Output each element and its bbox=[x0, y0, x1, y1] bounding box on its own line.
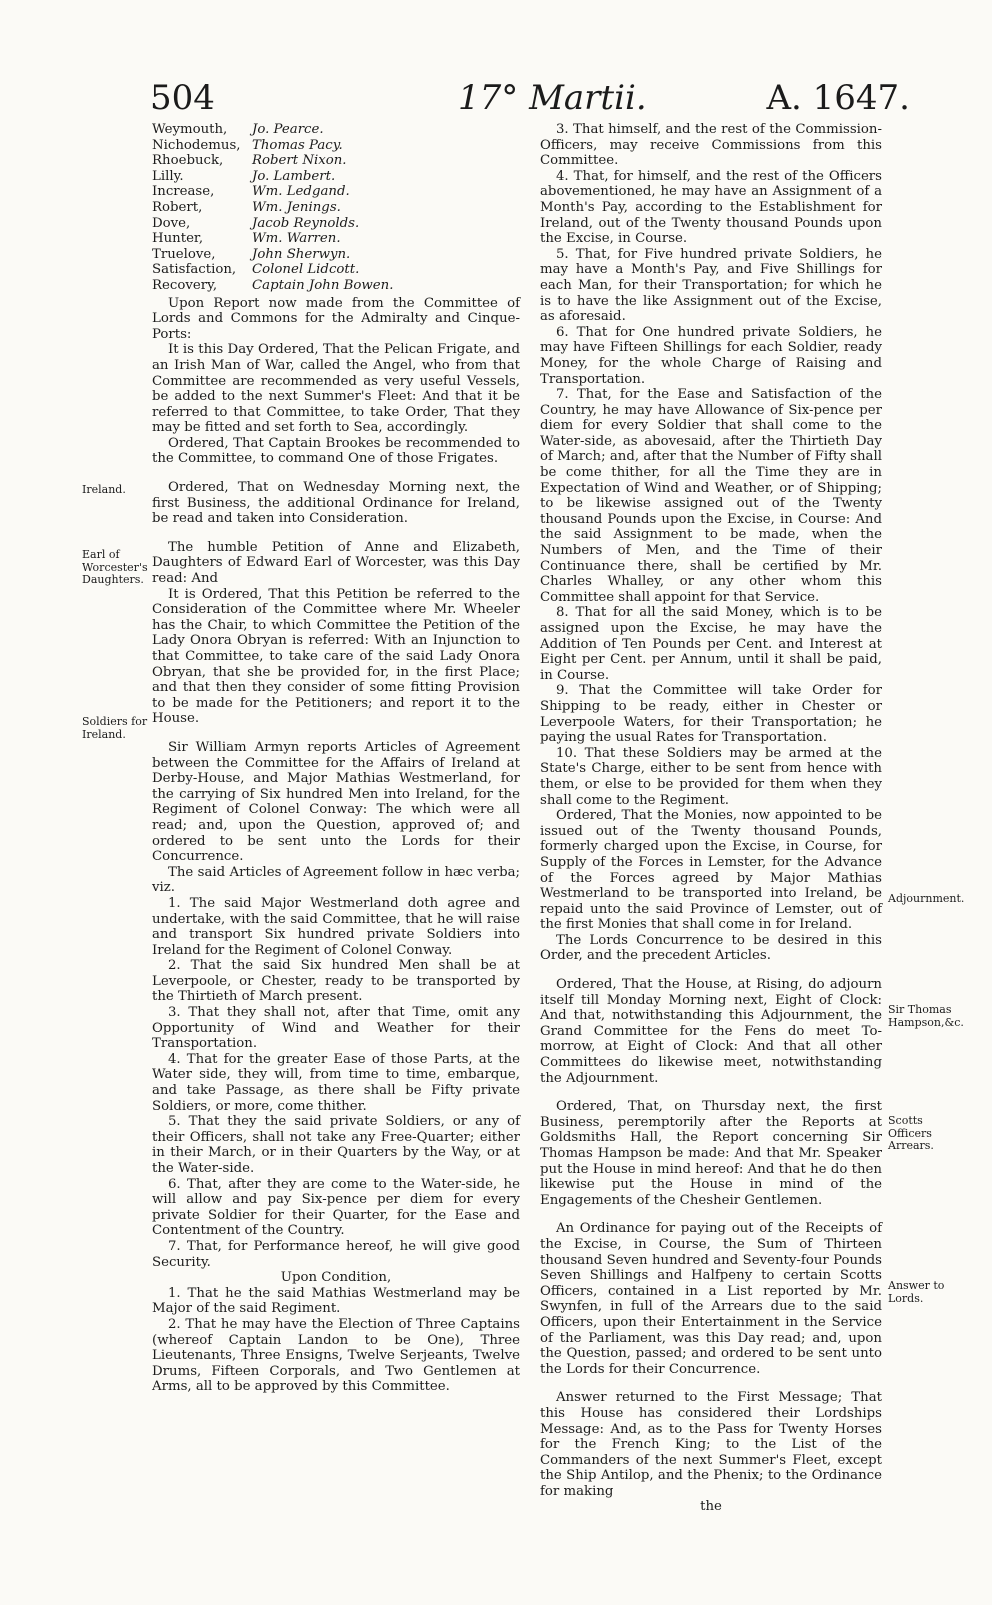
paragraph: 2. That he may have the Election of Three Captains (whereof Captain Landon to be One), Three Lieutenants, Three Ensigns, Twelve Serjeants, Twelve Drums, Fifteen Corporals, and Two Gentlemen at Arms, all to be approved by this Committee. bbox=[152, 1316, 520, 1395]
ship-row bbox=[152, 138, 520, 154]
paragraph: Ordered, That the House, at Rising, do adjourn itself till Monday Morning next, Eight of Clock: And that, notwithstanding this Adjournment, the Grand Committee for the Fens do meet To-morrow, at Eight of Clock: And that all other Committees do likewise meet, notwithstanding the Adjournment. bbox=[540, 977, 882, 1086]
margin-note-soldiers: Soldiers for Ireland. bbox=[82, 715, 148, 741]
paragraph: The humble Petition of Anne and Elizabeth, Daughters of Edward Earl of Worcester, was this Day read: And bbox=[152, 539, 520, 587]
paragraph: 1. The said Major Westmerland doth agree and undertake, with the said Committee, that he will raise and transport Six hundred private Soldiers into Ireland for the Regiment of Colonel Conway. bbox=[152, 895, 520, 958]
margin-note-hampson: Sir Thomas Hampson,&c. bbox=[888, 1003, 964, 1029]
paragraph: Ordered, That on Wednesday Morning next, the first Business, the additional Ordinance for Ireland, be read and taken into Consideration. bbox=[152, 480, 520, 527]
ship-name: Recovery, bbox=[152, 277, 218, 293]
ship-name: Hunter, bbox=[152, 231, 204, 247]
ship-row bbox=[152, 262, 520, 278]
paragraph: Upon Condition, bbox=[280, 1270, 392, 1286]
paragraph: The said Articles of Agreement follow in hæc verba; viz. bbox=[152, 864, 520, 896]
ship-name: Lilly. bbox=[152, 168, 184, 184]
paragraph: 9. That the Committee will take Order for Shipping to be ready, either in Chester or Leverpoole Waters, for their Transportation; he paying the usual Rates for Transportation. bbox=[540, 683, 882, 746]
paragraph: 5. That, for Five hundred private Soldiers, he may have a Month's Pay, and Five Shillings for each Man, for their Transportation; for which he is to have the like Assignment out of the Excise, as aforesaid. bbox=[540, 246, 882, 325]
ship-name: Robert, bbox=[152, 199, 203, 215]
margin-note-scotts: Scotts Officers Arrears. bbox=[888, 1114, 934, 1152]
ship-row bbox=[152, 169, 520, 185]
paragraph: 1. That he the said Mathias Westmerland may be Major of the said Regiment. bbox=[152, 1285, 520, 1317]
right-column bbox=[540, 122, 882, 1515]
paragraph: An Ordinance for paying out of the Receipts of the Excise, in Course, the Sum of Thirteen thousand Seven hundred and Seventy-four Pounds Seven Shillings and Halfpeny to certain Scotts Officers, contained in a List reported by Mr. Swynfen, in full of the Arrears due to the said Officers, upon their Entertainment in the Service of the Parliament, was this Day read; and, upon the Question, passed; and ordered to be sent unto the Lords for their Concurrence. bbox=[540, 1221, 882, 1377]
paragraph: 8. That for all the said Money, which is to be assigned upon the Excise, he may have the Addition of Ten Pounds per Cent. and Interest at Eight per Cent. per Annum, until it shall be paid, in Course. bbox=[540, 605, 882, 683]
paragraph: 7. That, for the Ease and Satisfaction of the Country, he may have Allowance of Six-pence per diem for every Soldier that shall come to the Water-side, as abovesaid, after the Thirtieth Day of March; and, after that the Number of Fifty shall be come thither, for all the Time they are in Expectation of Wind and Weather, or of Shipping; to be likewise assigned out of the Twenty thousand Pounds upon the Excise, in Course: And the said Assignment to be made, when the Numbers of Men, and the Time of their Continuance there, shall be certified by Mr. Charles Whalley, or any other whom this Committee shall appoint for that Service. bbox=[540, 387, 882, 605]
paragraph: Ordered, That the Monies, now appointed to be issued out of the Twenty thousand Pounds, formerly charged upon the Excise, in Course, for Supply of the Forces in Lemster, for the Advance of the Forces agreed by Major Mathias Westmerland to be transported into Ireland, be repaid unto the said Province of Lemster, out of the first Monies that shall come in for Ireland. bbox=[540, 808, 882, 933]
ship-captain: Jacob Reynolds. bbox=[252, 215, 360, 231]
ship-row bbox=[152, 231, 520, 247]
ship-captain: John Sherwyn. bbox=[252, 246, 351, 262]
paragraph: 7. That, for Performance hereof, he will give good Security. bbox=[152, 1238, 520, 1270]
ship-captain: Wm. Warren. bbox=[252, 231, 341, 247]
ship-row bbox=[152, 216, 520, 232]
ship-captain: Captain John Bowen. bbox=[252, 277, 394, 293]
paragraph: It is this Day Ordered, That the Pelican Frigate, and an Irish Man of War, called the Angel, who from that Committee are recommended as very useful Vessels, be added to the next Summer's Fleet: And that it be referred to that Committee, to take Order, That they may be fitted and set forth to Sea, accordingly. bbox=[152, 342, 520, 436]
left-paragraphs bbox=[152, 296, 520, 1395]
page-date: 17° Martii. bbox=[458, 78, 647, 118]
margin-note-earl-worcester: Earl of Worcester's Daughters. bbox=[82, 548, 148, 586]
ship-name: Rhoebuck, bbox=[152, 153, 224, 169]
margin-note-ireland: Ireland. bbox=[82, 483, 126, 496]
ship-captain: Robert Nixon. bbox=[252, 153, 347, 169]
ship-row bbox=[152, 184, 520, 200]
ship-name: Dove, bbox=[152, 215, 191, 231]
paragraph: The Lords Concurrence to be desired in this Order, and the precedent Articles. bbox=[540, 932, 882, 964]
margin-note-answer: Answer to Lords. bbox=[888, 1279, 945, 1305]
ship-name: Weymouth, bbox=[152, 122, 228, 137]
ship-row bbox=[152, 153, 520, 169]
paragraph: 5. That they the said private Soldiers, or any of their Officers, shall not take any Free-Quarter; either in their March, or in their Quarters by the Way, or at the Water-side. bbox=[152, 1114, 520, 1176]
paragraph: Sir William Armyn reports Articles of Agreement between the Committee for the Affairs of Ireland at Derby-House, and Major Mathias Westmerland, for the carrying of Six hundred Men into Ireland, for the Regiment of Colonel Conway: The which were all read; and, upon the Question, approved of; and ordered to be sent unto the Lords for their Concurrence. bbox=[152, 739, 520, 865]
ship-name: Increase, bbox=[152, 184, 215, 200]
paragraph: It is Ordered, That this Petition be referred to the Consideration of the Committee where Mr. Wheeler has the Chair, to which Committee the Petition of the Lady Onora Obryan is referred: With an Injunction to that Committee, to take care of the said Lady Onora Obryan, that she be provided for, in the first Place; and that then they consider of some fitting Provision to be made for the Petitioners; and report it to the House. bbox=[152, 586, 520, 727]
ship-row bbox=[152, 200, 520, 216]
ship-name: Truelove, bbox=[152, 246, 216, 262]
paragraph: 2. That the said Six hundred Men shall be at Leverpoole, or Chester, ready to be transported by the Thirtieth of March present. bbox=[152, 958, 520, 1005]
paragraph: Ordered, That Captain Brookes be recommended to the Committee, to command One of those Frigates. bbox=[152, 435, 520, 467]
paragraph: 3. That himself, and the rest of the Commission-Officers, may receive Commissions from this Committee. bbox=[540, 122, 882, 169]
paragraph: the bbox=[700, 1499, 722, 1515]
paragraph: 6. That for One hundred private Soldiers, he may have Fifteen Shillings for each Soldier, ready Money, for the whole Charge of Raising and Transportation. bbox=[540, 324, 882, 387]
paragraph: Answer returned to the First Message; That this House has considered their Lordships Message: And, as to the Pass for Twenty Horses for the French King; to the List of the Commanders of the next Summer's Fleet, except the Ship Antilop, and the Phenix; to the Ordinance for making bbox=[540, 1390, 882, 1499]
ship-captain: Jo. Pearce. bbox=[252, 122, 324, 137]
paragraph: 6. That, after they are come to the Water-side, he will allow and pay Six-pence per diem for every private Soldier for their Quarter, for the Ease and Contentment of the Country. bbox=[152, 1176, 520, 1239]
paragraph: 4. That for the greater Ease of those Parts, at the Water side, they will, from time to time, embarque, and take Passage, as there shall be Fifty private Soldiers, or more, come thither. bbox=[152, 1051, 520, 1114]
ship-row bbox=[152, 122, 520, 138]
paragraph: 10. That these Soldiers may be armed at the State's Charge, either to be sent from hence with them, or else to be provided for them when they shall come to the Regiment. bbox=[540, 745, 882, 808]
page-year: A. 1647. bbox=[766, 78, 910, 118]
ship-name: Satisfaction, bbox=[152, 262, 237, 278]
ship-captain: Thomas Pacy. bbox=[252, 137, 343, 153]
ship-captain: Colonel Lidcott. bbox=[252, 262, 360, 278]
paragraph: 3. That they shall not, after that Time, omit any Opportunity of Wind and Weather for their Transportation. bbox=[152, 1005, 520, 1052]
ship-captain: Wm. Ledgand. bbox=[252, 184, 350, 200]
page-number: 504 bbox=[150, 78, 215, 118]
paragraph: 4. That, for himself, and the rest of the Officers abovementioned, he may have an Assignment of a Month's Pay, according to the Establishment for Ireland, out of the Twenty thousand Pounds upon the Excise, in Course. bbox=[540, 168, 882, 247]
ship-captain: Wm. Jenings. bbox=[252, 199, 341, 215]
ship-captain: Jo. Lambert. bbox=[252, 168, 336, 184]
ship-row bbox=[152, 278, 520, 294]
paragraph: Ordered, That, on Thursday next, the first Business, peremptorily after the Reports at Goldsmiths Hall, the Report concerning Sir Thomas Hampson be made: And that Mr. Speaker put the House in mind hereof: And that he do then likewise put the House in mind of the Engagements of the Chesheir Gentlemen. bbox=[540, 1099, 882, 1208]
ship-name: Nichodemus, bbox=[152, 137, 241, 153]
margin-note-adjournment: Adjournment. bbox=[888, 892, 965, 905]
paragraph: Upon Report now made from the Committee of Lords and Commons for the Admiralty and Cinque-Ports: bbox=[152, 295, 520, 342]
ship-list bbox=[152, 122, 520, 294]
left-column bbox=[152, 122, 520, 1395]
ship-row bbox=[152, 247, 520, 263]
